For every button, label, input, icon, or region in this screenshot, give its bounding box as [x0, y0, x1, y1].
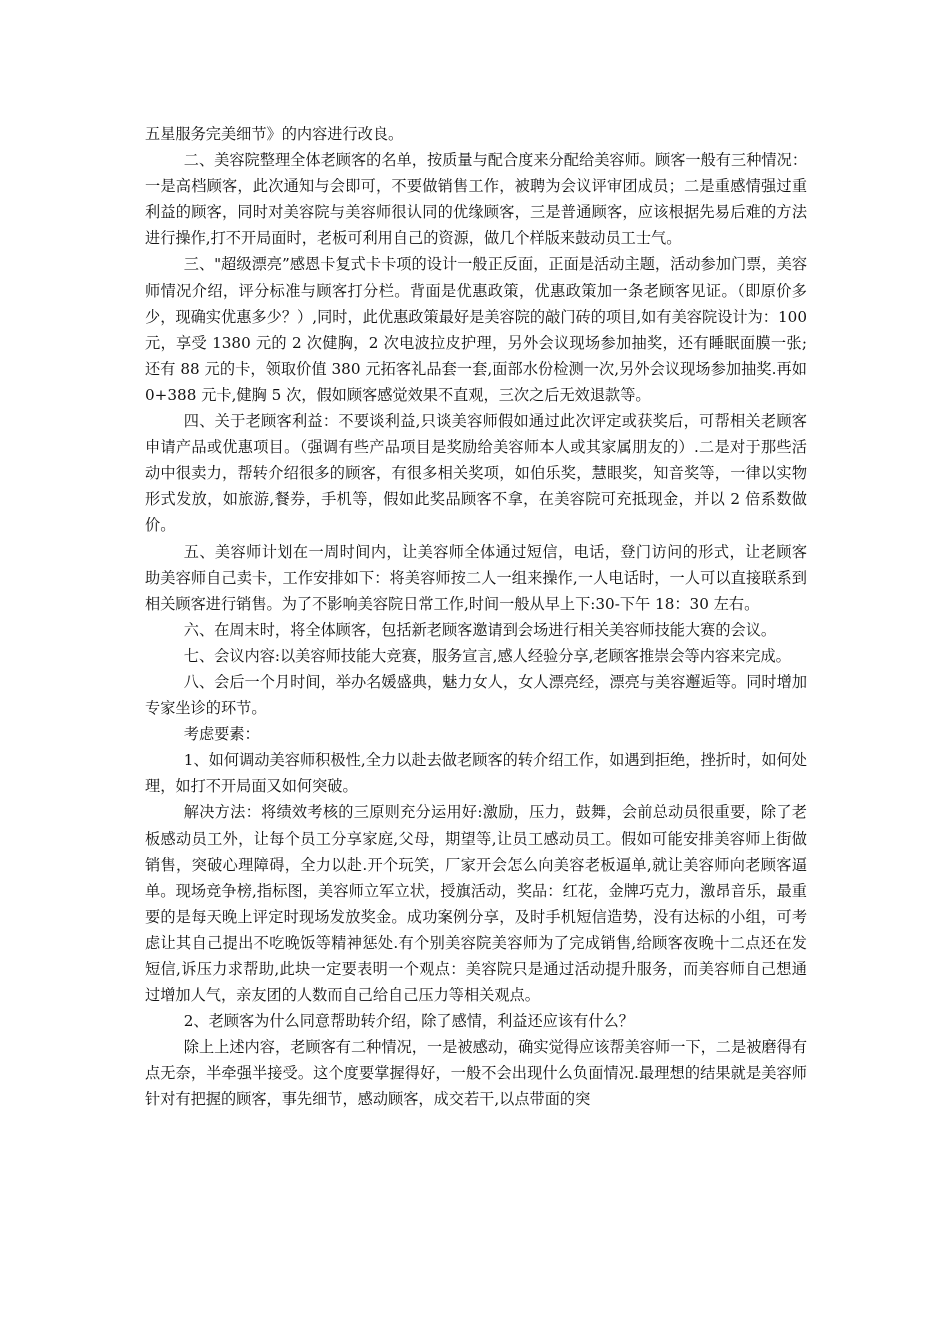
paragraph-section-4: 四、关于老顾客利益：不要谈利益,只谈美容师假如通过此次评定或获奖后，可帮相关老顾客申请产品或优惠项目。（强调有些产品项目是奖励给美容师本人或其家属朋友的）.二是对于那些活动中很卖力，帮转介绍很多的顾客，有很多相关奖项，如伯乐奖，慧眼奖，知音奖等，一律以实物形式发放，如旅游,餐券，手机等，假如此奖品顾客不拿，在美容院可充抵现金，并以 2 倍系数做价。 [145, 412, 807, 535]
paragraph-section-6: 六、在周末时，将全体顾客，包括新老顾客邀请到会场进行相关美容师技能大赛的会议。 [183, 620, 777, 639]
paragraph-consideration-1: 1、如何调动美容师积极性,全力以赴去做老顾客的转介绍工作，如遇到拒绝，挫折时，如何处理，如打不开局面又如何突破。 [145, 751, 807, 796]
paragraph-section-7: 七、会议内容:以美容师技能大竞赛，服务宣言,感人经验分享,老顾客推崇会等内容来完成。 [183, 646, 791, 665]
paragraph-section-8: 八、会后一个月时间，举办名媛盛典，魅力女人，女人漂亮经，漂亮与美容邂逅等。同时增加专家坐诊的环节。 [145, 672, 807, 718]
paragraph-intro-continuation: 五星服务完美细节》的内容进行改良。 [145, 125, 404, 143]
paragraph-section-5: 五、美容师计划在一周时间内，让美容师全体通过短信，电话，登门访问的形式，让老顾客 助美容师自己卖卡，工作安排如下：将美容师按二人一组来操作,一人电话时，一人可以直接联系到相关顾客进行销售。为了不影响美容院日常工作,时间一般从早上下:30-下午 18：30 左右。 [145, 542, 807, 613]
paragraph-consideration-2: 2、老顾客为什么同意帮助转介绍，除了感情，利益还应该有什么？ [183, 1012, 634, 1031]
paragraph-considerations-heading: 考虑要素： [183, 725, 260, 744]
paragraph-consideration-2-answer: 除上上述内容，老顾客有二种情况，一是被感动，确实觉得应该帮美容师一下，二是被磨得有点无奈，半牵强半接受。这个度要掌握得好，一般不会出现什么负面情况.最理想的结果就是美容师针对有把握的顾客，事先细节，感动顾客，成交若干,以点带面的突 [145, 1038, 807, 1109]
paragraph-section-3: 三、"超级漂亮”感恩卡复式卡卡项的设计一般正反面，正面是活动主题，活动参加门票，美容师情况介绍，评分标准与顾客打分栏。背面是优惠政策，优惠政策加一条老顾客见证。（即原价多少，现确实优惠多少？）,同时，此优惠政策最好是美容院的敲门砖的项目,如有美容院设计为：100 元，享受 1380 元的 2 次健胸，2 次电波拉皮护理，另外会议现场参加抽奖，还有睡眠面膜一张;还有 88 元的卡，领取价值 380 元拓客礼品套一套,面部水份检测一次,另外会议现场参加抽奖.再如 0+388 元卡,健胸 5 次，假如顾客感觉效果不直观，三次之后无效退款等。 [145, 255, 807, 404]
paragraph-solution: 解决方法：将绩效考核的三原则充分运用好:激励，压力，鼓舞，会前总动员很重要，除了老板感动员工外，让每个员工分享家庭,父母，期望等,让员工感动员工。假如可能安排美容师上街做销售，突破心理障碍，全力以赴.开个玩笑，厂家开会怎么向美容老板逼单,就让美容师向老顾客逼单。现场竞争榜,指标图，美容师立军立状，授旗活动，奖品：红花，金牌巧克力，激昂音乐，最重要的是每天晚上评定时现场发放奖金。成功案例分享，及时手机短信造势，没有达标的小组，可考虑让其自己提出不吃晚饭等精神惩处.有个别美容院美容师为了完成销售,给顾客夜晚十二点还在发短信,诉压力求帮助,此块一定要表明一个观点：美容院只是通过活动提升服务，而美容师自己想通过增加人气，亲友团的人数而自己给自己压力等相关观点。 [145, 803, 807, 1005]
document-page [145, 121, 807, 1113]
paragraph-section-2: 二、美容院整理全体老顾客的名单，按质量与配合度来分配给美容师。顾客一般有三种情况：一是高档顾客，此次通知与会即可，不要做销售工作，被聘为会议评审团成员；二是重感情强过重利益的顾客，同时对美容院与美容师很认同的优缘顾客，三是普通顾客，应该根据先易后难的方法进行操作,打不开局面时，老板可利用自己的资源，做几个样版来鼓动员工士气。 [145, 151, 807, 248]
